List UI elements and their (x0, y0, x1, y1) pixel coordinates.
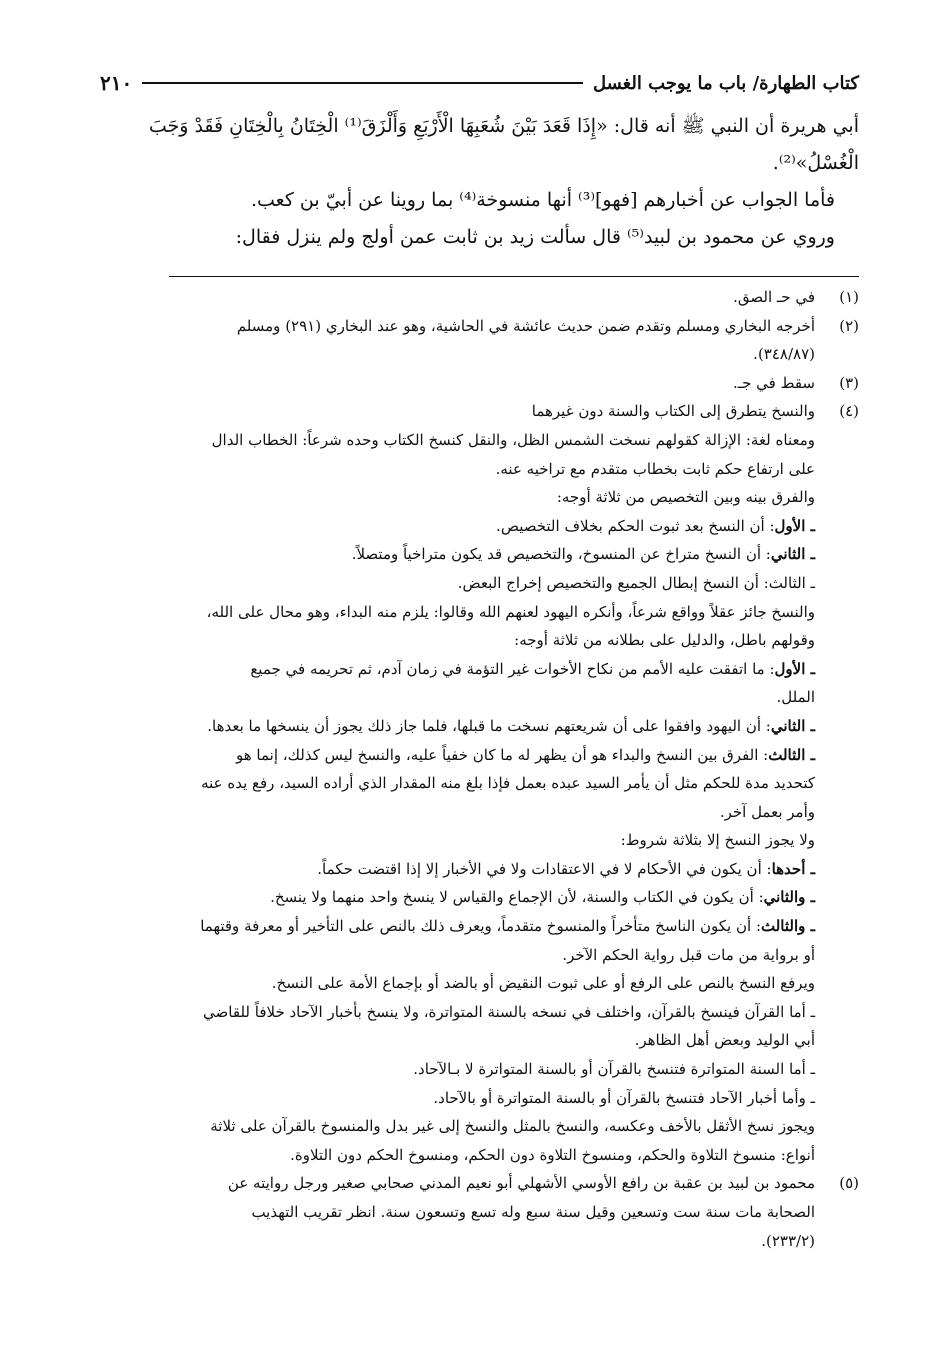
footnote-text: : ما اتفقت عليه الأمم من نكاح الأخوات غير التؤمة في زمان آدم، ثم تحريمه في جميع (250, 659, 775, 678)
footnote-number: (٣) (839, 373, 859, 392)
footnote-text: : أن النسخ متراخ عن المنسوخ، والتخصيص قد يكون متراخياً ومتصلاً. (351, 545, 771, 564)
footnote-line: ـ أما السنة المتواترة فتنسخ بالقرآن أو بالسنة المتواترة لا بـالآحاد. (413, 1060, 815, 1079)
header-rule (142, 82, 583, 84)
main-paragraph-1-line-2: الْغُسْلُ»⁽²⁾. (772, 152, 859, 174)
footnote-text: في حـ الصق. (733, 288, 815, 306)
footnote-number: (١) (839, 288, 859, 306)
footnote-line: كتحديد مدة للحكم مثل أن يأمر السيد عبده بعمل فإذا بلغ منه المقدار الذي أراده السيد، رفع يده عنه (201, 774, 815, 793)
footnote-line: ولا يجوز النسخ إلا بثلاثة شروط: (620, 831, 815, 850)
footnote-5 (100, 1169, 859, 1255)
footnote-line: على ارتفاع حكم ثابت بخطاب متقدم مع تراخيه عنه. (495, 459, 815, 478)
footnote-line (100, 540, 815, 569)
footnote-line (100, 712, 815, 741)
footnote-line: ويرفع النسخ بالنص على الرفع أو على ثبوت النقيض أو بالضد أو بإجماع الأمة على النسخ. (271, 974, 815, 993)
footnote-line: ويجوز نسخ الأثقل بالأخف وعكسه، والنسخ بالمثل والنسخ إلى غير بدل والمنسوخ بالقرآن على ثلاثة (210, 1117, 815, 1136)
footnote-line (100, 655, 815, 684)
main-paragraph-1-line-1: أبي هريرة أن النبي ﷺ أنه قال: «إِذَا قَعَدَ بَيْنَ شُعَبِهَا الْأَرْبَعِ وَأَلْزَقَ⁽¹⁾ الْخِتَانُ بِالْخِتَانِ فَقَدْ وَجَبَ (148, 115, 859, 137)
footnote-line (100, 883, 815, 912)
footnote-3 (100, 369, 859, 398)
footnote-keyword: ـ والثالث (761, 917, 815, 936)
main-paragraph-3: وروي عن محمود بن لبيد⁽⁵⁾ قال سألت زيد بن ثابت عمن أولج ولم ينزل فقال: (235, 226, 835, 248)
footnote-line: (٣٤٨/٨٧). (753, 345, 815, 364)
running-header (100, 66, 859, 100)
footnote-line: وقولهم باطل، والدليل على بطلانه من ثلاثة أوجه: (514, 631, 815, 650)
footnote-line: والنسخ يتطرق إلى الكتاب والسنة دون غيرهما (531, 402, 815, 421)
footnote-keyword: ـ الأول (774, 516, 815, 535)
footnote-2 (100, 312, 859, 369)
footnote-line: أنواع: منسوخ التلاوة والحكم، ومنسوخ التلاوة دون الحكم، ومنسوخ الحكم دون التلاوة. (290, 1145, 815, 1164)
footnote-body (100, 312, 815, 369)
footnote-line (100, 912, 815, 941)
footnote-line: والنسخ جائز عقلاً وواقع شرعاً، وأنكره اليهود لعنهم الله وقالوا: يلزم منه البداء، وهو محال على الله، (206, 602, 815, 621)
footnote-keyword: ـ والثاني (763, 888, 815, 907)
footnote-keyword: ـ الأول (774, 659, 815, 678)
footnote-keyword: ـ أحدها (771, 859, 815, 878)
footnote-text: : أن اليهود وافقوا على أن شريعتهم نسخت ما قبلها، فلما جاز ذلك يجوز أن ينسخها ما بعدها. (207, 716, 771, 735)
footnote-text: : الفرق بين النسخ والبداء هو أن يظهر له ما كان خفياً عليه، والنسخ ليس كذلك، إنما هو (235, 745, 769, 764)
footnote-text: : أن يكون في الكتاب والسنة، لأن الإجماع والقياس لا ينسخ واحد منهما ولا ينسخ. (270, 888, 764, 907)
footnote-line: أبي الوليد وبعض أهل الظاهر. (634, 1031, 815, 1050)
footnote-number: (٤) (839, 402, 859, 421)
footnote-line: ـ وأما أخبار الآحاد فتنسخ بالقرآن أو بالسنة المتواترة أو بالآحاد. (433, 1088, 815, 1107)
footnote-keyword: ـ الثاني (770, 545, 815, 564)
footnote-keyword: ـ الثالث (768, 745, 815, 764)
footnotes (100, 283, 859, 1255)
footnote-text: : أن يكون الناسخ متأخراً والمنسوخ متقدماً، ويعرف ذلك بالنص على التأخير أو معرفة وقتهما (200, 917, 761, 936)
footnote-4 (100, 397, 859, 1169)
footnote-keyword: ـ الثاني (770, 716, 815, 735)
footnote-body (100, 1169, 815, 1255)
footnote-separator (169, 276, 859, 277)
footnote-line (100, 512, 815, 541)
footnote-line: أو برواية من مات قبل رواية الحكم الآخر. (562, 945, 815, 964)
main-paragraph-2: فأما الجواب عن أخبارهم [فهو]⁽³⁾ أنها منسوخة⁽⁴⁾ بما روينا عن أبيّ بن كعب. (250, 189, 835, 211)
footnote-line: ومعناه لغة: الإزالة كقولهم نسخت الشمس الظل، والنقل كنسخ الكتاب وحده شرعاً: الخطاب الدال (211, 430, 815, 449)
footnote-body (100, 397, 815, 1169)
main-text (100, 108, 859, 256)
footnote-line: ـ الثالث: أن النسخ إبطال الجميع والتخصيص إخراج البعض. (457, 573, 815, 592)
footnote-line: ـ أما القرآن فينسخ بالقرآن، واختلف في نسخه بالسنة المتواترة، ولا ينسخ بأخبار الآحاد خلافاً للقاضي (203, 1002, 815, 1021)
footnote-line: والفرق بينه وبين التخصيص من ثلاثة أوجه: (556, 488, 815, 507)
footnote-text: : أن النسخ بعد ثبوت الحكم بخلاف التخصيص. (496, 516, 775, 535)
footnote-line: الصحابة مات سنة ست وتسعين وقيل سنة سبع وله تسع وتسعون سنة. انظر تقريب التهذيب (251, 1203, 815, 1221)
footnote-text: سقط في جـ. (732, 373, 815, 392)
footnote-line (100, 855, 815, 884)
page-number: ٢١٠ (100, 71, 133, 95)
footnote-text: : أن يكون في الأحكام لا في الاعتقادات ولا في الأخبار إلا إذا اقتضت حكماً. (317, 859, 772, 878)
footnote-line: الملل. (776, 688, 815, 707)
footnote-line: أخرجه البخاري ومسلم وتقدم ضمن حديث عائشة في الحاشية، وهو عند البخاري (٢٩١) ومسلم (236, 316, 815, 335)
header-title: كتاب الطهارة/ باب ما يوجب الغسل (592, 72, 859, 94)
footnote-line: وأمر بعمل آخر. (719, 802, 815, 821)
footnote-number: (٢) (839, 316, 859, 335)
footnote-1 (100, 283, 859, 312)
footnote-line: (٢٣٣/٢). (761, 1231, 815, 1250)
footnote-line (100, 741, 815, 770)
footnote-line: محمود بن لبيد بن عقبة بن رافع الأوسي الأشهلي أبو نعيم المدني صحابي صغير ورجل روايته عن (227, 1174, 815, 1193)
footnote-number: (٥) (839, 1174, 859, 1193)
